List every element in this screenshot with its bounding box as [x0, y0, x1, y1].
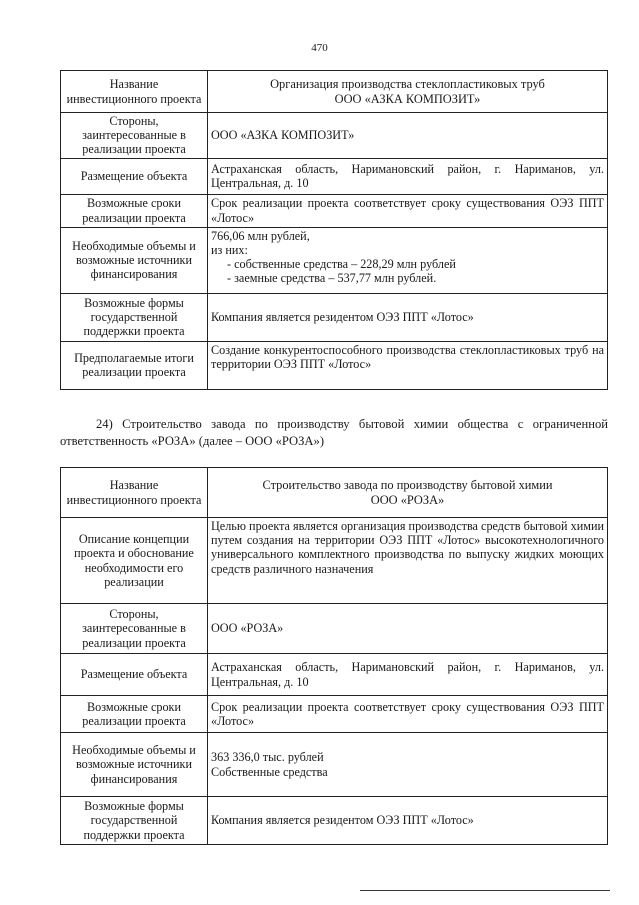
row-value: Срок реализации проекта соответствует сроку существования ОЭЗ ППТ «Лотос»	[208, 194, 608, 227]
row-label: Размещение объекта	[61, 158, 208, 194]
row-value: Целью проекта является организация производства средств бытовой химии путем создания на территории ОЭЗ ППТ «Лотос» высокотехнологичного универсального комплектного производства по выпуску жидких моющих средств различного назначения	[208, 518, 608, 604]
value-line: ООО «РОЗА»	[370, 492, 445, 507]
table-row	[61, 158, 608, 194]
project-table-roza	[60, 467, 608, 845]
table-row	[61, 227, 608, 293]
row-value: ООО «АЗКА КОМПОЗИТ»	[208, 113, 608, 159]
paragraph-text: 24) Строительство завода по производству бытовой химии общества с ограниченной ответственность «РОЗА» (далее – ООО «РОЗА»)	[60, 417, 608, 448]
row-value: Астраханская область, Наримановский район, г. Нариманов, ул. Центральная, д. 10	[208, 158, 608, 194]
row-label: Возможные формы государственной поддержки проекта	[61, 293, 208, 341]
row-label: Возможные сроки реализации проекта	[61, 696, 208, 733]
row-label: Необходимые объемы и возможные источники финансирования	[61, 227, 208, 293]
row-label: Возможные формы государственной поддержки проекта	[61, 797, 208, 845]
table-row	[61, 468, 608, 518]
row-label: Возможные сроки реализации проекта	[61, 194, 208, 227]
row-label: Размещение объекта	[61, 654, 208, 696]
row-value: Компания является резидентом ОЭЗ ППТ «Лотос»	[208, 293, 608, 341]
value-line: Организация производства стеклопластиковых труб	[270, 77, 545, 92]
row-value: Астраханская область, Наримановский район, г. Нариманов, ул. Центральная, д. 10	[208, 654, 608, 696]
table-row	[61, 696, 608, 733]
row-value	[208, 71, 608, 113]
value-line: Строительство завода по производству бытовой химии	[262, 478, 553, 493]
value-line: - собственные средства – 228,29 млн рублей	[227, 257, 456, 272]
table-row	[61, 518, 608, 604]
value-line: - заемные средства – 537,77 млн рублей.	[227, 271, 437, 286]
table-row	[61, 341, 608, 389]
row-value	[208, 468, 608, 518]
row-label: Название инвестиционного проекта	[61, 71, 208, 113]
table-row	[61, 604, 608, 654]
row-value	[208, 227, 608, 293]
project-table-azka	[60, 70, 608, 390]
value-line: ООО «АЗКА КОМПОЗИТ»	[334, 91, 481, 106]
row-value: Срок реализации проекта соответствует сроку существования ОЭЗ ППТ «Лотос»	[208, 696, 608, 733]
row-value: ООО «РОЗА»	[208, 604, 608, 654]
table-row	[61, 71, 608, 113]
row-label: Необходимые объемы и возможные источники финансирования	[61, 733, 208, 797]
value-line: из них:	[211, 242, 248, 257]
table-row	[61, 293, 608, 341]
table-row	[61, 654, 608, 696]
value-line: 766,06 млн рублей,	[211, 228, 310, 243]
section-paragraph	[60, 416, 608, 450]
row-label: Предполагаемые итоги реализации проекта	[61, 341, 208, 389]
row-label: Стороны, заинтересованные в реализации проекта	[61, 604, 208, 654]
row-label: Название инвестиционного проекта	[61, 468, 208, 518]
page-number: 470	[311, 42, 328, 54]
footer-rule	[360, 890, 610, 891]
table-row	[61, 797, 608, 845]
row-value: Компания является резидентом ОЭЗ ППТ «Лотос»	[208, 797, 608, 845]
table-row	[61, 733, 608, 797]
table-row	[61, 113, 608, 159]
value-line: Собственные средства	[211, 764, 328, 779]
table-row	[61, 194, 608, 227]
row-value: Создание конкурентоспособного производства стеклопластиковых труб на территории ОЭЗ ППТ «Лотос»	[208, 341, 608, 389]
row-value	[208, 733, 608, 797]
row-label: Стороны, заинтересованные в реализации проекта	[61, 113, 208, 159]
value-line: 363 336,0 тыс. рублей	[211, 750, 324, 765]
row-label: Описание концепции проекта и обоснование необходимости его реализации	[61, 518, 208, 604]
